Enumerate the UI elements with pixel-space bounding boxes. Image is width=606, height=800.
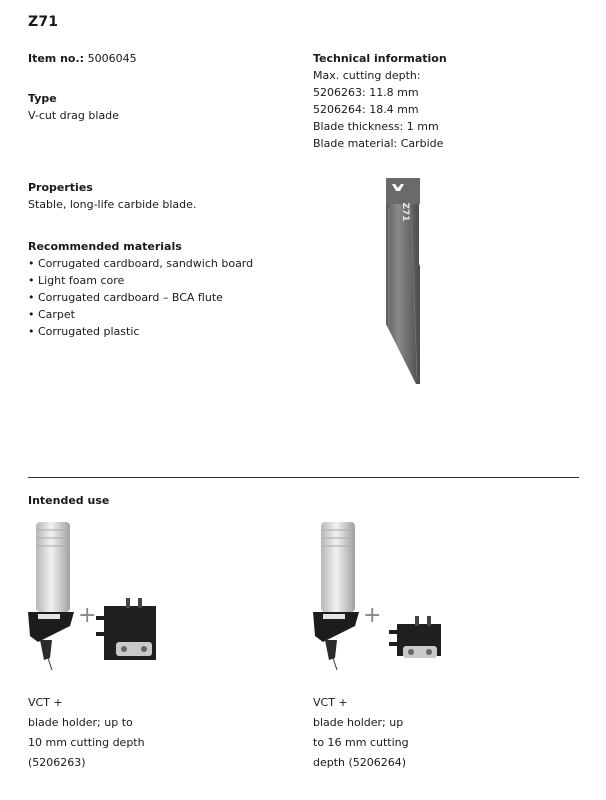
- recommended-heading: Recommended materials: [28, 240, 182, 253]
- vct-tool-image: [26, 518, 166, 676]
- technical-heading: Technical information: [313, 52, 447, 65]
- item-number-label: Item no.:: [28, 52, 85, 65]
- properties-section: [28, 179, 196, 213]
- caption-line: 10 mm cutting depth: [28, 736, 145, 749]
- list-item: • Light foam core: [28, 274, 125, 287]
- caption-line: blade holder; up: [313, 716, 404, 729]
- technical-line: Max. cutting depth:: [313, 69, 421, 82]
- intended-use-caption: [28, 693, 145, 773]
- technical-info: [313, 50, 447, 152]
- vct-tool-image: [311, 518, 451, 676]
- caption-line: blade holder; up to: [28, 716, 133, 729]
- list-item: • Corrugated cardboard, sandwich board: [28, 257, 254, 270]
- properties-heading: Properties: [28, 181, 93, 194]
- section-divider: [28, 477, 579, 478]
- type-section: [28, 90, 119, 124]
- item-number: [28, 50, 137, 67]
- caption-line: (5206263): [28, 756, 86, 769]
- properties-value: Stable, long-life carbide blade.: [28, 198, 197, 211]
- caption-line: VCT +: [28, 696, 63, 709]
- caption-line: VCT +: [313, 696, 348, 709]
- svg-text:+: +: [78, 603, 97, 628]
- list-item: • Carpet: [28, 308, 75, 321]
- technical-line: 5206263: 11.8 mm: [313, 86, 419, 99]
- item-number-value: 5006045: [87, 52, 137, 65]
- caption-line: to 16 mm cutting: [313, 736, 409, 749]
- intended-use-heading: Intended use: [28, 494, 110, 507]
- list-item: • Corrugated cardboard – BCA flute: [28, 291, 223, 304]
- technical-line: 5206264: 18.4 mm: [313, 103, 419, 116]
- type-heading: Type: [28, 92, 57, 105]
- technical-line: Blade thickness: 1 mm: [313, 120, 439, 133]
- blade-image: [383, 178, 423, 386]
- page-title: Z71: [28, 14, 59, 30]
- intended-use-caption: [313, 693, 409, 773]
- caption-line: depth (5206264): [313, 756, 407, 769]
- svg-text:+: +: [363, 603, 382, 628]
- technical-line: Blade material: Carbide: [313, 137, 444, 150]
- recommended-materials: [28, 238, 253, 340]
- blade-marking: Z71: [400, 202, 410, 222]
- list-item: • Corrugated plastic: [28, 325, 140, 338]
- type-value: V-cut drag blade: [28, 109, 119, 122]
